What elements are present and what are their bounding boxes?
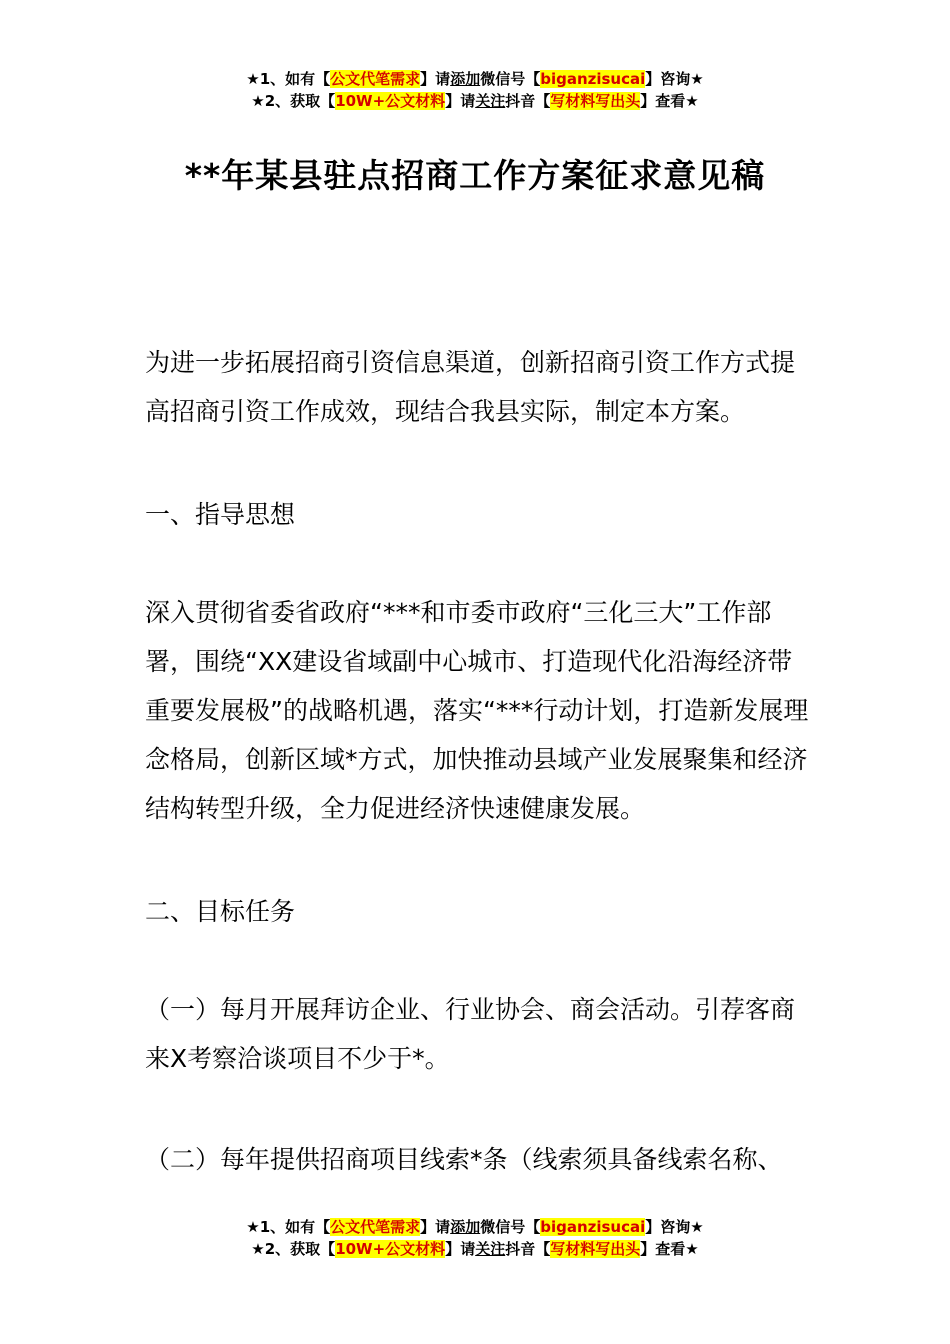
footer-promo-banner [0,1216,950,1260]
highlight-douyin: 写材料写出头 [550,1240,641,1258]
promo-line-1: ★1、如有【公文代笔需求】请添加微信号【biganzisucai】咨询★ [246,70,704,88]
promo-line-2: ★2、获取【10W+公文材料】请关注抖音【写材料写出头】查看★ [251,92,699,110]
highlight-service: 公文代笔需求 [330,1218,421,1236]
highlight-wechat-id: biganzisucai [540,1218,646,1236]
section-heading-goals: 二、目标任务 [145,897,296,926]
intro-paragraph: 为进一步拓展招商引资信息渠道，创新招商引资工作方式提高招商引资工作成效，现结合我县实际，制定本方案。 [145,348,796,426]
highlight-douyin: 写材料写出头 [550,92,641,110]
promo-line-2: ★2、获取【10W+公文材料】请关注抖音【写材料写出头】查看★ [251,1240,699,1258]
document-title: **年某县驻点招商工作方案征求意见稿 [184,156,766,195]
goal-item-1: （一）每月开展拜访企业、行业协会、商会活动。引荐客商来X考察洽谈项目不少于*。 [145,995,796,1073]
section-heading-guiding: 一、指导思想 [145,500,296,529]
promo-line-1: ★1、如有【公文代笔需求】请添加微信号【biganzisucai】咨询★ [246,1218,704,1236]
highlight-wechat-id: biganzisucai [540,70,646,88]
guiding-paragraph: 深入贯彻省委省政府“***和市委市政府“三化三大”工作部署，围绕“XX建设省域副中心城市、打造现代化沿海经济带重要发展极”的战略机遇，落实“***行动计划，打造新发展理念格局，创新区域*方式，加快推动县域产业发展聚集和经济结构转型升级，全力促进经济快速健康发展。 [145,598,809,823]
highlight-service: 公文代笔需求 [330,70,421,88]
highlight-materials: 10W+公文材料 [335,1240,446,1258]
header-promo-banner [0,68,950,112]
goal-item-2: （二）每年提供招商项目线索*条（线索须具备线索名称、 [145,1145,783,1174]
highlight-materials: 10W+公文材料 [335,92,446,110]
